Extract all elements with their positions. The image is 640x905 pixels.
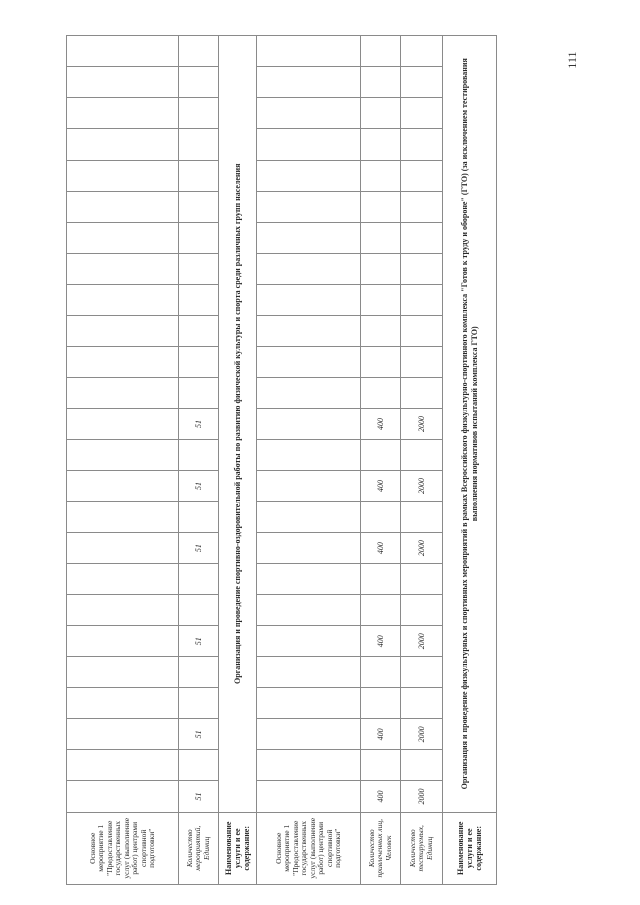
table-row [257,36,361,885]
table-cell [257,67,361,98]
table-cell [401,222,443,253]
table-row [443,36,497,885]
table-cell [401,253,443,284]
table-cell [179,36,219,67]
value-cell: 2000 [401,781,443,812]
row-label: Количество привлеченных лиц, Человек [361,812,401,884]
table-cell [67,719,179,750]
table-cell [67,750,179,781]
row-label: Основное мероприятие 1 "Предоставление государственных услуг (выполнение работ) центрами спортивной подготовки" [257,812,361,884]
row-label: Основное мероприятие 1 "Предоставление государственных услуг (выполнение работ) центрами спортивной подготовки" [67,812,179,884]
table-cell [179,439,219,470]
table-cell [67,408,179,439]
value-cell: 2000 [401,533,443,564]
table-cell [401,284,443,315]
table-row [401,36,443,885]
table-cell [179,657,219,688]
value-cell: 51 [179,408,219,439]
table-cell [179,377,219,408]
table-cell [67,564,179,595]
table-cell [401,377,443,408]
table-cell [257,595,361,626]
table-cell [179,253,219,284]
table-cell [361,284,401,315]
value-cell: 51 [179,471,219,502]
table-cell [179,595,219,626]
table-cell [179,564,219,595]
table-cell [401,502,443,533]
table-cell [67,595,179,626]
table-cell [257,377,361,408]
row-label: Количество мероприятий, Единиц [179,812,219,884]
table-cell [401,191,443,222]
table-cell [361,502,401,533]
table-cell [361,439,401,470]
value-cell: 400 [361,626,401,657]
table-cell [361,129,401,160]
table-cell [67,67,179,98]
table-cell [67,315,179,346]
table-cell [67,657,179,688]
table-cell [361,688,401,719]
table-row [67,36,179,885]
table-cell [401,688,443,719]
table-cell [361,346,401,377]
table-cell [361,750,401,781]
table-cell [179,346,219,377]
table-cell [401,750,443,781]
rotated-table-frame [66,35,496,885]
table-cell [361,595,401,626]
value-cell: 400 [361,471,401,502]
value-cell: 51 [179,781,219,812]
table-cell [361,160,401,191]
table-cell [179,98,219,129]
table-cell [67,781,179,812]
table-cell [179,750,219,781]
table-cell [67,471,179,502]
value-cell: 51 [179,626,219,657]
table-cell [361,564,401,595]
table-cell [257,719,361,750]
value-cell: 2000 [401,626,443,657]
row-label: Наименование услуги и ее содержание: [219,812,257,884]
table-cell [257,315,361,346]
value-cell: 2000 [401,471,443,502]
table-cell [179,284,219,315]
table-cell [67,439,179,470]
value-cell: 400 [361,781,401,812]
table-cell [179,129,219,160]
table-cell [361,253,401,284]
service-title: Организация и проведение спортивно-оздоровительной работы по развитию физической культуры и спорта среди различных групп населения [219,36,257,813]
table-cell [67,222,179,253]
table-cell [179,160,219,191]
table-cell [257,253,361,284]
table-cell [67,253,179,284]
table-cell [257,98,361,129]
table-cell [179,502,219,533]
value-cell: 51 [179,533,219,564]
table-row [179,36,219,885]
table-cell [257,626,361,657]
table-cell [361,98,401,129]
table-cell [67,36,179,67]
table-cell [361,67,401,98]
table-cell [257,564,361,595]
table-cell [179,315,219,346]
table-cell [361,315,401,346]
value-cell: 2000 [401,719,443,750]
table-cell [257,533,361,564]
row-label: Наименование услуги и ее содержание: [443,812,497,884]
value-cell: 2000 [401,408,443,439]
table-cell [401,595,443,626]
table-cell [67,98,179,129]
table-cell [179,222,219,253]
table-cell [179,688,219,719]
table-cell [257,36,361,67]
table-cell [257,346,361,377]
row-label: Количество тестируемых, Единиц [401,812,443,884]
table-row [219,36,257,885]
table-cell [401,98,443,129]
table-cell [361,657,401,688]
table-cell [401,657,443,688]
value-cell: 400 [361,408,401,439]
table-cell [401,564,443,595]
table-cell [401,439,443,470]
table-cell [257,688,361,719]
table-cell [67,626,179,657]
table-cell [401,160,443,191]
table-cell [257,750,361,781]
data-table [66,35,497,885]
table-cell [361,36,401,67]
table-cell [257,781,361,812]
table-cell [67,377,179,408]
table-cell [401,67,443,98]
table-cell [67,284,179,315]
table-cell [401,315,443,346]
table-cell [257,160,361,191]
table-cell [67,502,179,533]
table-cell [257,129,361,160]
table-cell [179,191,219,222]
table-cell [361,191,401,222]
table-cell [257,222,361,253]
table-row [361,36,401,885]
table-cell [361,222,401,253]
table-cell [257,191,361,222]
table-cell [401,346,443,377]
value-cell: 51 [179,719,219,750]
table-cell [67,533,179,564]
page-number: 111 [565,51,579,69]
table-cell [257,408,361,439]
rotated-table [66,35,496,885]
value-cell: 400 [361,533,401,564]
table-cell [67,191,179,222]
table-cell [67,688,179,719]
table-cell [257,439,361,470]
table-cell [401,129,443,160]
table-cell [67,160,179,191]
table-cell [361,377,401,408]
value-cell: 400 [361,719,401,750]
table-cell [67,346,179,377]
table-cell [257,284,361,315]
table-cell [257,471,361,502]
table-cell [401,36,443,67]
table-cell [179,67,219,98]
service-title: Организация и проведение физкультурных и спортивных мероприятий в рамках Всероссийского физкультурно-спортивного комплекса "Готов к труду и обороне" (ГТО) (за исключением тестирования выполнения нормативов испытаний комплекса ГТО) [443,36,497,813]
table-cell [257,657,361,688]
table-cell [67,129,179,160]
table-cell [257,502,361,533]
